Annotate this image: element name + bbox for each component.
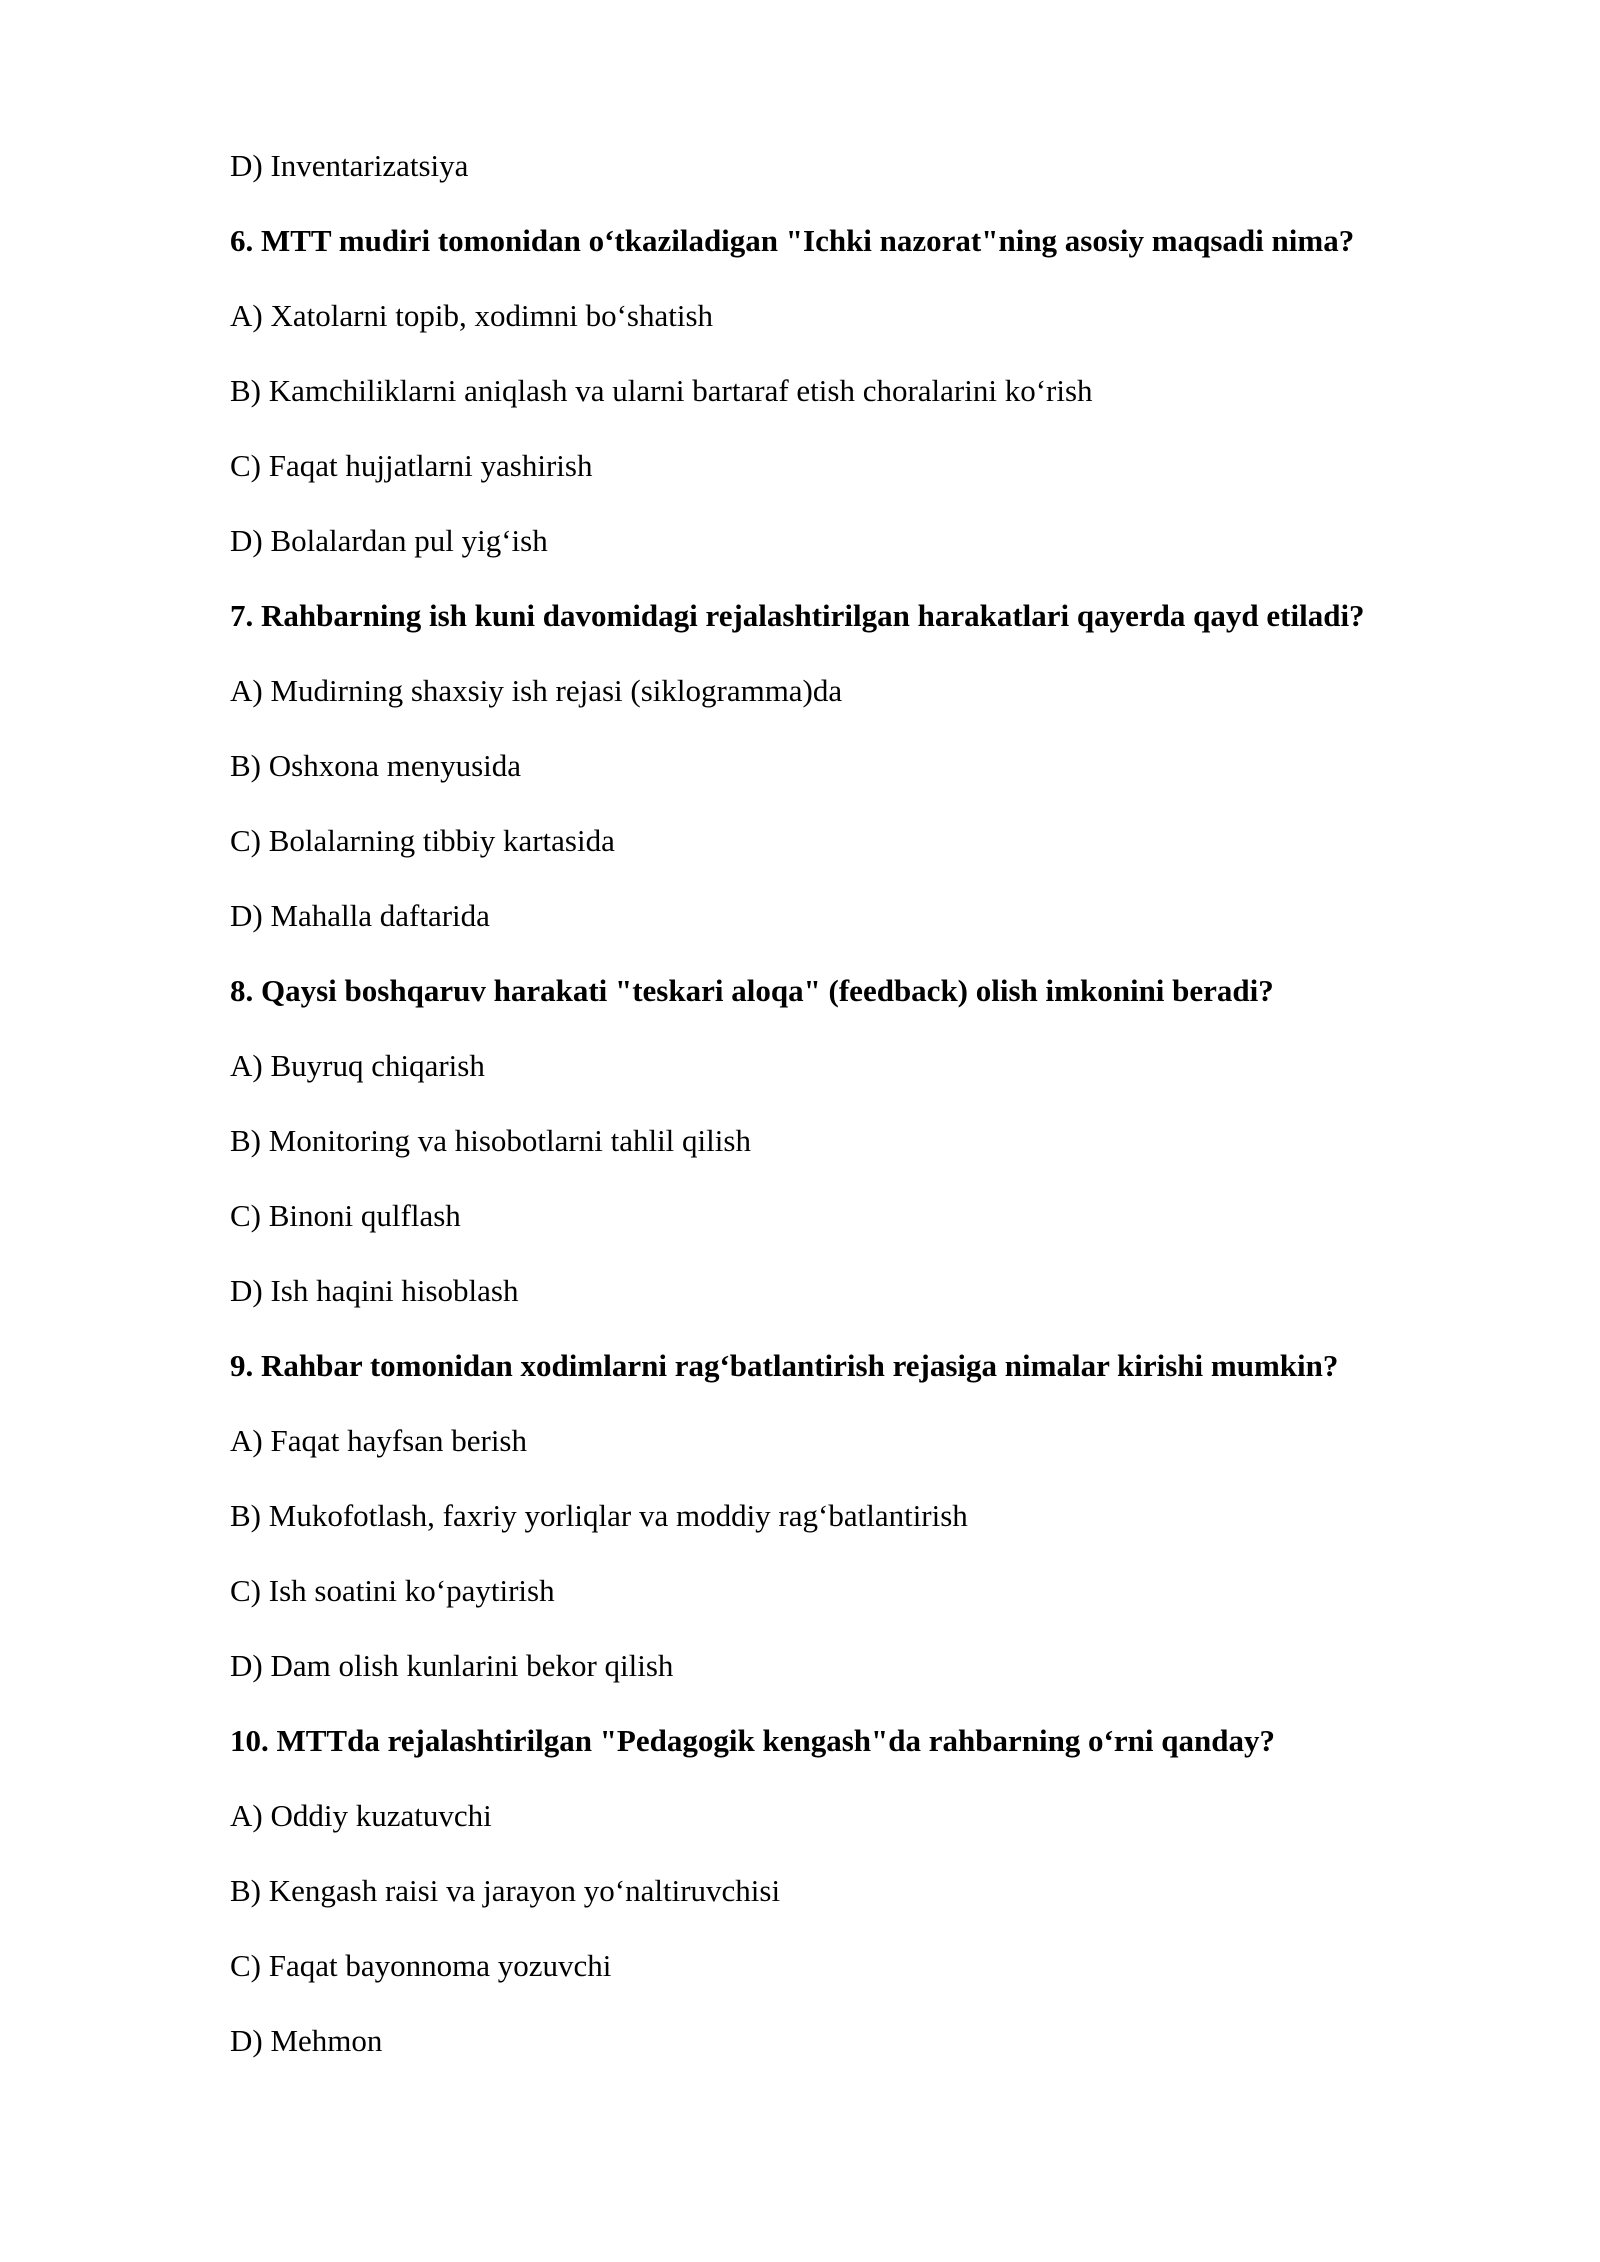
answer-option: B) Kamchiliklarni aniqlash va ularni bartaraf etish choralarini ko‘rish bbox=[230, 373, 1093, 408]
question-text: 9. Rahbar tomonidan xodimlarni rag‘batlantirish rejasiga nimalar kirishi mumkin? bbox=[230, 1348, 1339, 1383]
answer-option: A) Mudirning shaxsiy ish rejasi (siklogramma)da bbox=[230, 673, 843, 708]
document-page bbox=[230, 148, 1430, 2098]
answer-option: D) Inventarizatsiya bbox=[230, 148, 469, 183]
answer-option: D) Dam olish kunlarini bekor qilish bbox=[230, 1648, 674, 1683]
answer-option: D) Mehmon bbox=[230, 2023, 383, 2058]
answer-option: A) Faqat hayfsan berish bbox=[230, 1423, 527, 1458]
answer-option: C) Ish soatini ko‘paytirish bbox=[230, 1573, 555, 1608]
question-text: 8. Qaysi boshqaruv harakati "teskari aloqa" (feedback) olish imkonini beradi? bbox=[230, 973, 1274, 1008]
answer-option: C) Binoni qulflash bbox=[230, 1198, 461, 1233]
answer-option: A) Oddiy kuzatuvchi bbox=[230, 1798, 492, 1833]
question-block bbox=[230, 1723, 1430, 2059]
answer-option: C) Faqat hujjatlarni yashirish bbox=[230, 448, 593, 483]
answer-option: B) Mukofotlash, faxriy yorliqlar va moddiy rag‘batlantirish bbox=[230, 1498, 968, 1533]
answer-option: B) Oshxona menyusida bbox=[230, 748, 522, 783]
question-text: 7. Rahbarning ish kuni davomidagi rejalashtirilgan harakatlari qayerda qayd etiladi? bbox=[230, 598, 1365, 633]
answer-option: D) Bolalardan pul yig‘ish bbox=[230, 523, 548, 558]
question-text: 6. MTT mudiri tomonidan o‘tkaziladigan "Ichki nazorat"ning asosiy maqsadi nima? bbox=[230, 223, 1355, 258]
answer-option: A) Xatolarni topib, xodimni bo‘shatish bbox=[230, 298, 714, 333]
question-block bbox=[230, 223, 1430, 559]
question-block bbox=[230, 973, 1430, 1309]
answer-option: D) Mahalla daftarida bbox=[230, 898, 490, 933]
answer-option: A) Buyruq chiqarish bbox=[230, 1048, 485, 1083]
question-block bbox=[230, 598, 1430, 934]
answer-option: C) Faqat bayonnoma yozuvchi bbox=[230, 1948, 612, 1983]
answer-option: B) Monitoring va hisobotlarni tahlil qilish bbox=[230, 1123, 751, 1158]
question-text: 10. MTTda rejalashtirilgan "Pedagogik kengash"da rahbarning o‘rni qanday? bbox=[230, 1723, 1275, 1758]
answer-option: B) Kengash raisi va jarayon yo‘naltiruvchisi bbox=[230, 1873, 781, 1908]
question-block bbox=[230, 1348, 1430, 1684]
answer-option: C) Bolalarning tibbiy kartasida bbox=[230, 823, 615, 858]
answer-option: D) Ish haqini hisoblash bbox=[230, 1273, 519, 1308]
